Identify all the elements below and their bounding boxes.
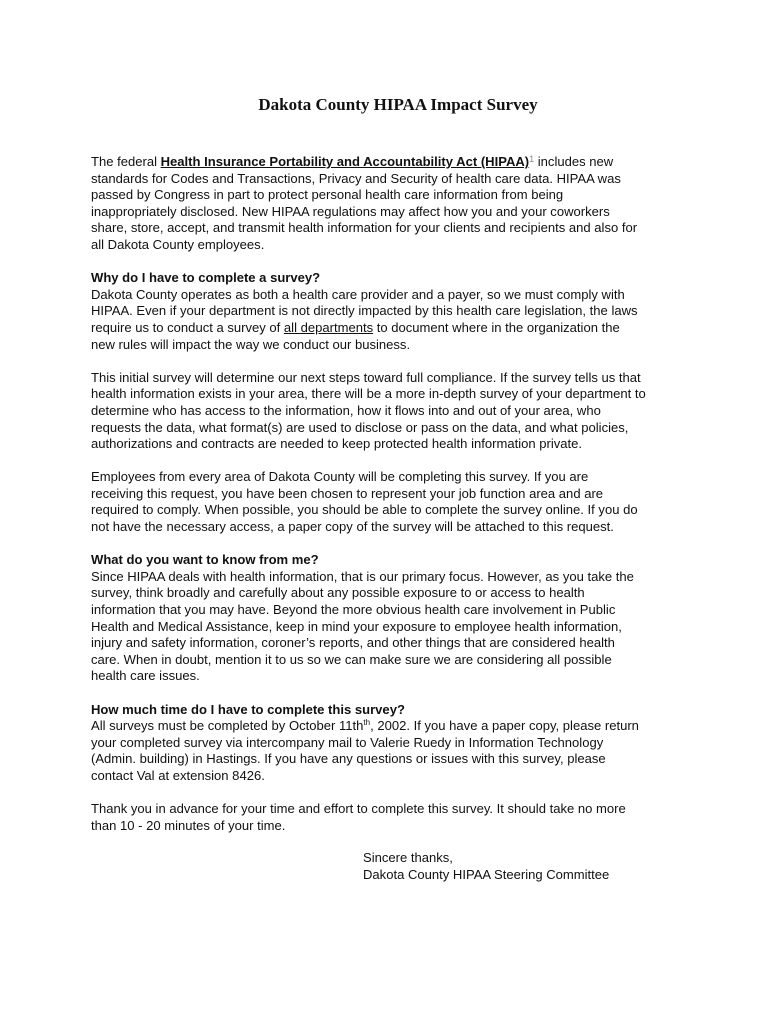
- what-line-3: information that you may have. Beyond the more obvious health care involvement in Public: [91, 602, 616, 618]
- thanks-paragraph: [91, 801, 691, 834]
- initial-line-3: determine who has access to the information, how it flows into and out of your area, who: [91, 402, 601, 418]
- why-line-1: Dakota County operates as both a health care provider and a payer, so we must comply with: [91, 286, 625, 302]
- initial-line-2: health information exists in your area, there will be a more in-depth survey of your department to: [91, 386, 646, 402]
- what-line-2: survey, think broadly and carefully about any possible exposure to or access to health: [91, 585, 585, 601]
- document-page: [91, 96, 691, 851]
- why-line-3: require us to conduct a survey of all departments to document where in the organization the: [91, 319, 620, 335]
- intro-line-5: share, store, accept, and transmit health information for your clients and recipients and also for: [91, 220, 638, 236]
- initial-line-1: This initial survey will determine our next steps toward full compliance. If the survey tells us that: [91, 369, 641, 385]
- initial-line-5: authorizations and contracts are needed to keep protected health information private.: [91, 436, 583, 452]
- initial-survey-paragraph: [91, 370, 691, 453]
- closing-salutation: Sincere thanks,: [363, 850, 453, 865]
- thanks-line-1: Thank you in advance for your time and effort to complete this survey. It should take no more: [91, 801, 626, 817]
- closing-signature: Dakota County HIPAA Steering Committee: [363, 866, 610, 882]
- employees-line-4: not have the necessary access, a paper copy of the survey will be attached to this request.: [91, 519, 614, 535]
- employees-line-2: receiving this request, you have been chosen to represent your job function area and are: [91, 485, 604, 501]
- intro-paragraph: [91, 154, 691, 254]
- what-line-7: health care issues.: [91, 668, 200, 684]
- all-departments-emphasis: all departments: [283, 319, 374, 335]
- why-section: [91, 270, 691, 353]
- what-heading: What do you want to know from me?: [91, 552, 319, 568]
- intro-line-1: The federal Health Insurance Portability and Accountability Act (HIPAA)$^1$ includes new: [91, 154, 614, 169]
- what-line-4: Health and Medical Assistance, keep in mind your exposure to employee health information,: [91, 618, 622, 634]
- what-line-5: injury and safety information, coroner’s reports, and other things that are considered health: [91, 635, 615, 651]
- time-heading: How much time do I have to complete this survey?: [91, 701, 405, 717]
- time-line-4: contact Val at extension 8426.: [91, 767, 265, 783]
- what-line-1: Since HIPAA deals with health information, that is our primary focus. However, as you take the: [91, 568, 634, 584]
- time-section: [91, 702, 691, 785]
- employees-line-1: Employees from every area of Dakota County will be completing this survey. If you are: [91, 469, 589, 485]
- why-line-2: HIPAA. Even if your department is not directly impacted by this health care legislation, the laws: [91, 303, 638, 319]
- footnote-mark: 1: [529, 154, 535, 164]
- intro-line-3: passed by Congress in part to protect personal health care information from being: [91, 187, 564, 203]
- time-line-3: (Admin. building) in Hastings. If you have any questions or issues with this survey, please: [91, 751, 606, 767]
- intro-line-2: standards for Codes and Transactions, Privacy and Security of health care data. HIPAA was: [91, 170, 621, 186]
- why-heading: Why do I have to complete a survey?: [91, 270, 321, 286]
- why-line-4: new rules will impact the way we conduct our business.: [91, 336, 411, 352]
- ordinal-superscript: th: [363, 718, 371, 728]
- what-line-6: care. When in doubt, mention it to us so we can make sure we are considering all possible: [91, 651, 612, 667]
- what-section: [91, 552, 691, 685]
- thanks-line-2: than 10 - 20 minutes of your time.: [91, 817, 286, 833]
- intro-line-4: inappropriately disclosed. New HIPAA regulations may affect how you and your coworkers: [91, 203, 610, 219]
- initial-line-4: requests the data, what format(s) are used to disclose or pass on the data, and what policies,: [91, 419, 629, 435]
- time-line-2: your completed survey via intercompany mail to Valerie Ruedy in Information Technology: [91, 734, 604, 750]
- employees-paragraph: [91, 469, 691, 535]
- closing-block: [363, 850, 609, 883]
- intro-line-6: all Dakota County employees.: [91, 236, 265, 252]
- employees-line-3: required to comply. When possible, you should be able to complete the survey online. If you do: [91, 502, 638, 518]
- time-line-1: All surveys must be completed by October $11th^{th}$, 2002. If you have a paper copy, please return: [91, 718, 639, 734]
- hipaa-act-link[interactable]: Health Insurance Portability and Accountability Act (HIPAA): [160, 154, 530, 169]
- page-title: Dakota County HIPAA Impact Survey: [258, 95, 538, 114]
